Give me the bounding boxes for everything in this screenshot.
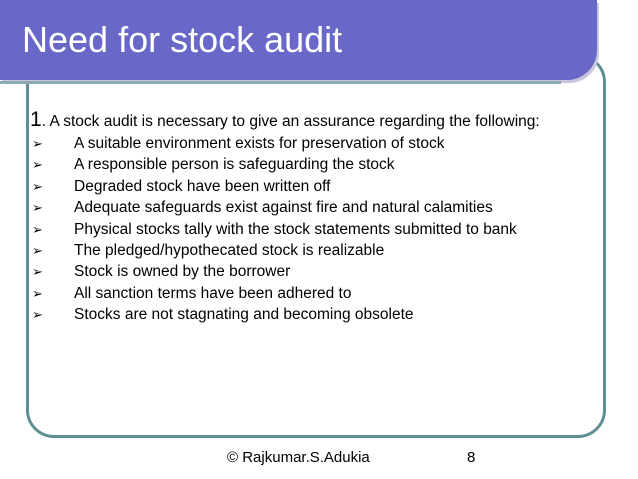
- intro-number: 1: [30, 108, 42, 131]
- page-number: 8: [467, 449, 476, 466]
- title-bar: [0, 0, 597, 80]
- footer-credit: © Rajkumar.S.Adukia: [227, 449, 370, 466]
- slide-title: Need for stock audit: [22, 19, 343, 60]
- arrow-bullet-icon: ➢: [32, 264, 43, 280]
- bullet-text: All sanction terms have been adhered to: [74, 284, 352, 302]
- bullet-item: [30, 219, 590, 240]
- bullet-text: Physical stocks tally with the stock statements submitted to bank: [74, 220, 517, 238]
- bullet-item: [30, 197, 590, 218]
- arrow-bullet-icon: ➢: [32, 307, 43, 323]
- bullet-text: Stock is owned by the borrower: [74, 263, 291, 281]
- bullet-item: [30, 154, 590, 175]
- slide-content: [30, 110, 590, 326]
- bullet-item: [30, 133, 590, 154]
- arrow-bullet-icon: ➢: [32, 221, 43, 237]
- bullet-text: A suitable environment exists for preservation of stock: [74, 135, 445, 152]
- arrow-bullet-icon: ➢: [32, 178, 43, 194]
- bullet-item: [30, 240, 590, 261]
- arrow-bullet-icon: ➢: [32, 243, 43, 259]
- intro-paragraph: [30, 110, 590, 131]
- bullet-text: Adequate safeguards exist against fire and natural calamities: [74, 199, 493, 217]
- bullet-text: A responsible person is safeguarding the stock: [74, 156, 395, 174]
- arrow-bullet-icon: ➢: [32, 285, 43, 301]
- arrow-bullet-icon: ➢: [32, 136, 43, 151]
- bullet-item: [30, 304, 590, 325]
- bullet-text: Stocks are not stagnating and becoming obsolete: [74, 306, 414, 324]
- arrow-bullet-icon: ➢: [32, 200, 43, 216]
- arrow-bullet-icon: ➢: [32, 157, 43, 173]
- bullet-item: [30, 283, 590, 304]
- bullet-list: [30, 133, 590, 326]
- intro-text: . A stock audit is necessary to give an assurance regarding the following:: [41, 113, 540, 130]
- bullet-item: [30, 261, 590, 282]
- bullet-item: [30, 176, 590, 197]
- bullet-text: Degraded stock have been written off: [74, 177, 331, 195]
- bullet-text: The pledged/hypothecated stock is realizable: [74, 242, 385, 260]
